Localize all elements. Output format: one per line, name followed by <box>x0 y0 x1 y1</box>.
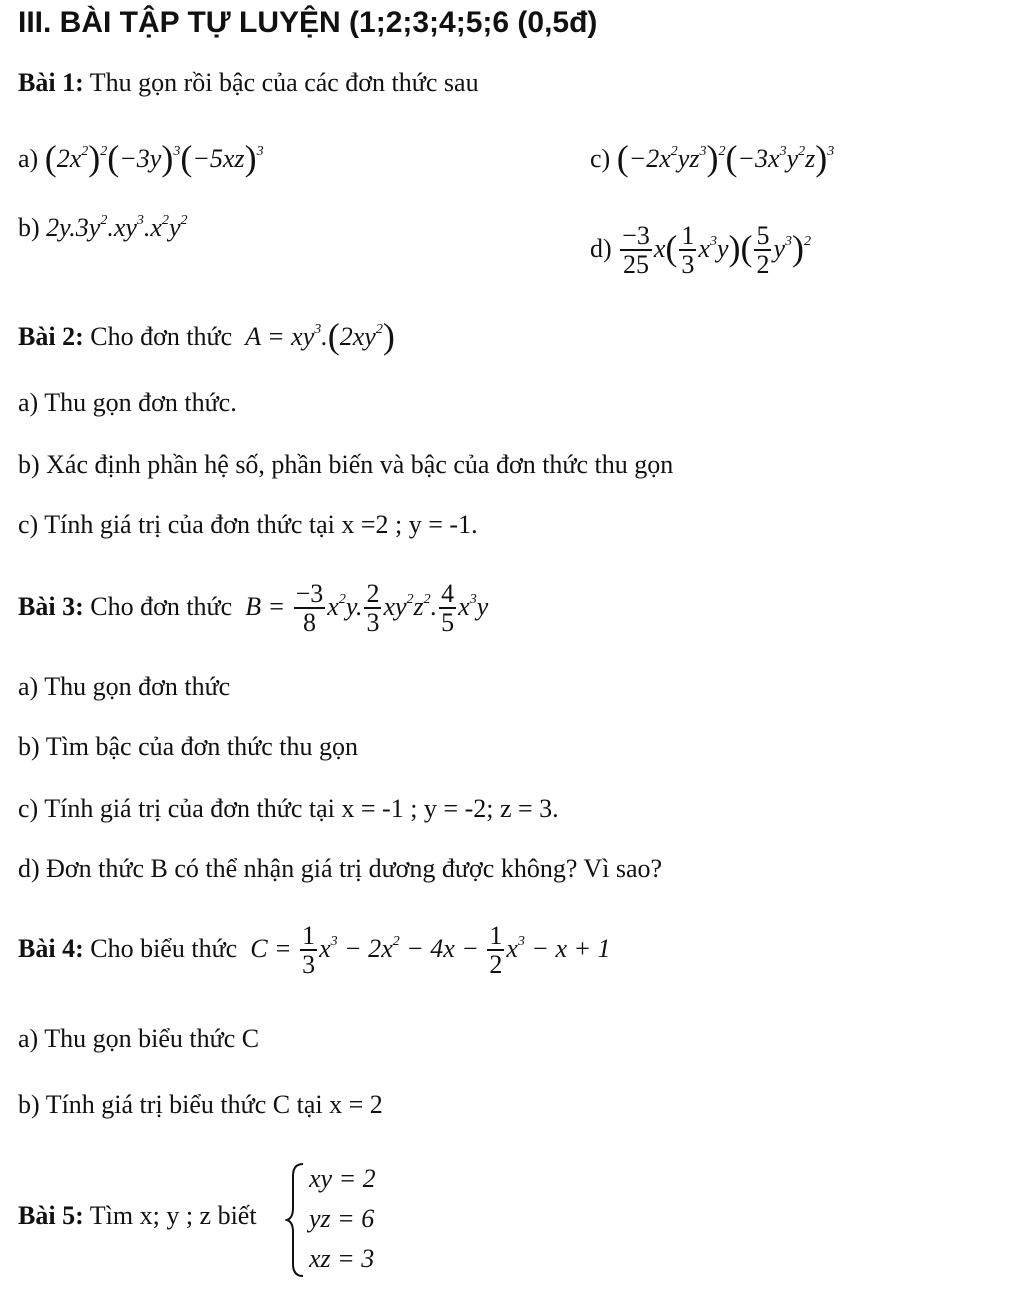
exercise-2-label: Bài 2: <box>18 322 84 351</box>
exercise-2-prompt <box>18 318 395 354</box>
exercise-3a: a) Thu gọn đơn thức <box>18 672 231 701</box>
exercise-1-text: Thu gọn rồi bậc của các đơn thức sau <box>89 68 479 97</box>
exercise-1d-formula: $\frac{-3}{25}$ x( $\frac{1}{3}$ $x^3y$)( $\frac{5}{2}$ $y^3)^2$ <box>622 221 812 280</box>
exercise-1b-label: b) <box>18 213 40 242</box>
equation-2: yz = 6 <box>309 1204 375 1233</box>
exercise-5-prompt <box>18 1203 257 1229</box>
exercise-5-text: Tìm x; y ; z biết <box>89 1201 257 1230</box>
exercise-4-text: Cho biểu thức <box>90 933 238 963</box>
exercise-3-label: Bài 3: <box>18 591 84 621</box>
exercise-1c <box>590 140 834 176</box>
exercise-2-text: Cho đơn thức <box>90 322 233 351</box>
exercise-2c: c) Tính giá trị của đơn thức tại x =2 ; y = -1. <box>18 510 478 539</box>
exercise-5-label: Bài 5: <box>18 1201 84 1230</box>
brace-symbol <box>285 1160 307 1280</box>
exercise-4a: a) Thu gọn biểu thức C <box>18 1024 260 1053</box>
exercise-3d: d) Đơn thức B có thể nhận giá trị dương được không? Vì sao? <box>18 854 663 883</box>
exercise-1-label: Bài 1: <box>18 68 84 97</box>
section-heading: III. BÀI TẬP TỰ LUYỆN (1;2;3;4;5;6 (0,5đ) <box>18 6 598 39</box>
exercise-1d <box>590 222 811 280</box>
exercise-4-formula: C = $\frac{1}{3}$ $x^3 - 2x^2 - 4x$ − $\frac{1}{2}$ $x^3 - x + 1$ <box>250 921 611 980</box>
exercise-1-prompt <box>18 70 479 96</box>
exercise-3b: b) Tìm bậc của đơn thức thu gọn <box>18 732 359 761</box>
exercise-2-formula: $A = xy^3.(2xy^2)$ <box>245 316 395 356</box>
equation-system <box>285 1160 385 1280</box>
exercise-1a-formula: $(2x^2)^2(-3y)^3(-5xz)^3$ <box>44 138 264 178</box>
exercise-3-text: Cho đơn thức <box>90 591 233 621</box>
exercise-1c-formula: $(-2x^2yz^3)^2(-3x^3y^2z)^3$ <box>616 138 835 178</box>
exercise-1a <box>18 140 264 176</box>
exercise-4-prompt <box>18 922 611 980</box>
exercise-4-label: Bài 4: <box>18 933 84 963</box>
exercise-4b: b) Tính giá trị biểu thức C tại x = 2 <box>18 1090 383 1119</box>
exercise-1d-label: d) <box>590 233 612 263</box>
exercise-1b-formula: $2y.3y^2.xy^3.x^2y^2$ <box>46 213 188 242</box>
exercise-1b <box>18 215 188 241</box>
exercise-3-formula: B = $\frac{-3}{8}$ $x^2y$. $\frac{2}{3}$ $xy^2z^2$. $\frac{4}{5}$ $x^3y$ <box>245 579 489 638</box>
exercise-1a-label: a) <box>18 144 39 173</box>
exercise-3-prompt <box>18 580 488 638</box>
exercise-2a: a) Thu gọn đơn thức. <box>18 388 237 417</box>
exercise-2b: b) Xác định phần hệ số, phần biến và bậc của đơn thức thu gọn <box>18 450 674 479</box>
exercise-3c: c) Tính giá trị của đơn thức tại x = -1 ; y = -2; z = 3. <box>18 794 559 823</box>
equation-1: xy = 2 <box>309 1164 376 1193</box>
exercise-1c-label: c) <box>590 144 611 173</box>
equation-3: xz = 3 <box>309 1244 375 1273</box>
